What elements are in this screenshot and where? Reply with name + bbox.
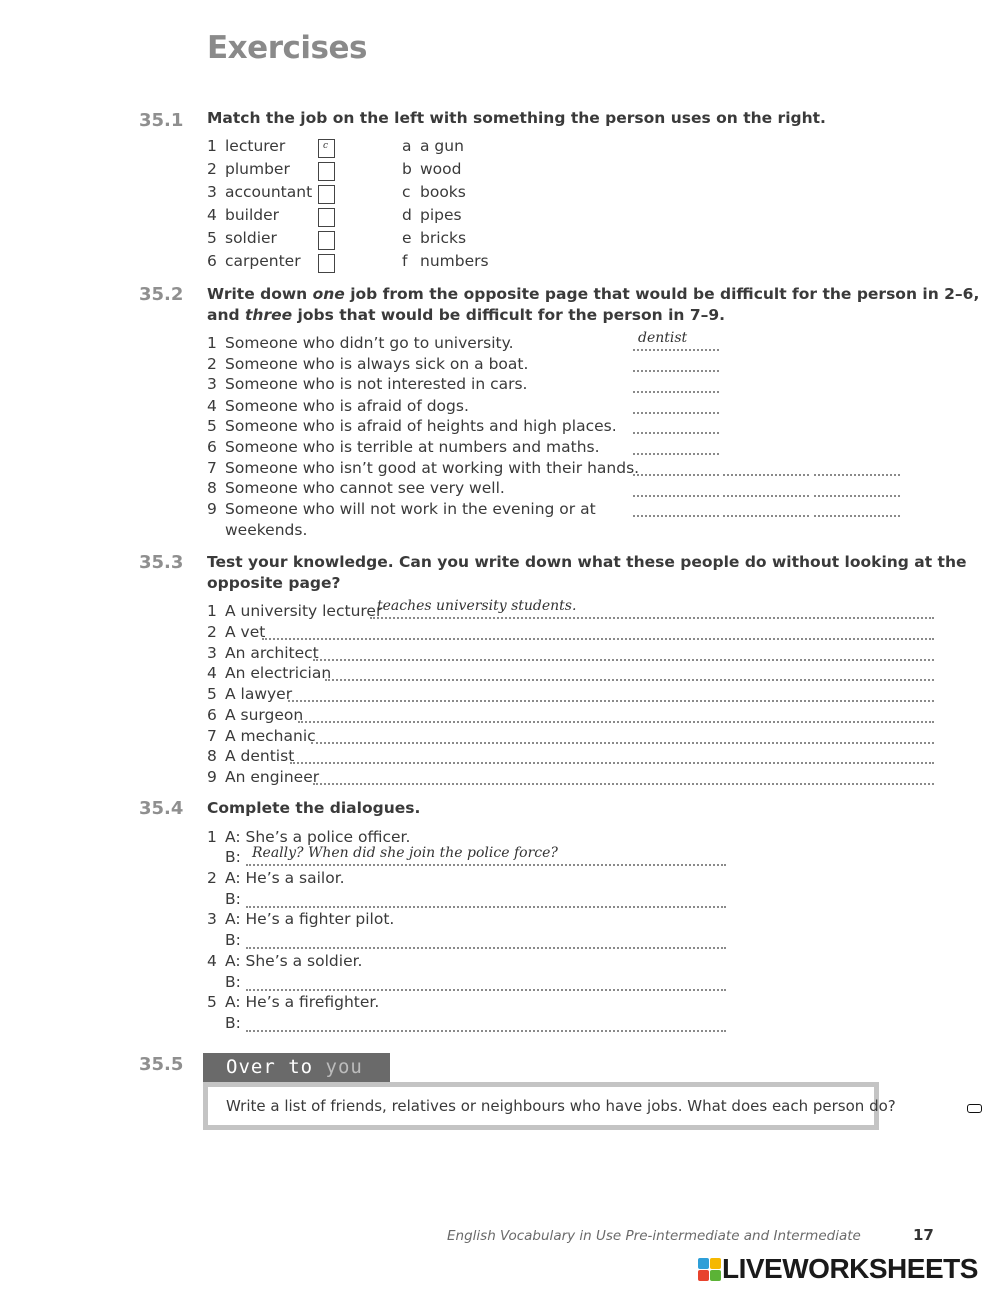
section-number-35-1: 35.1 — [139, 110, 184, 131]
answer-line[interactable] — [814, 474, 900, 476]
section-number-35-2: 35.2 — [139, 284, 184, 305]
list-item: 7 A mechanic — [207, 727, 316, 745]
answer-line[interactable] — [246, 1030, 726, 1032]
answer-line[interactable] — [370, 617, 934, 619]
list-item: c books — [402, 183, 466, 201]
answer-line[interactable] — [311, 742, 934, 744]
answer-line[interactable] — [325, 679, 934, 681]
answer-box[interactable] — [318, 231, 335, 250]
dialogue-line-a: 1 A: She’s a police officer. — [207, 828, 411, 846]
answer-line[interactable] — [246, 989, 726, 991]
dialogue-line-b: B: — [225, 973, 241, 991]
answer-line[interactable] — [298, 721, 934, 723]
over-to-you-label: Over to you — [226, 1056, 363, 1078]
liveworksheets-logo-text: LIVEWORKSHEETS — [722, 1253, 978, 1284]
list-item: 5 A lawyer — [207, 685, 293, 703]
list-item: 2 Someone who is always sick on a boat. — [207, 355, 529, 373]
job-label: accountant — [225, 183, 313, 201]
list-item: 5 Someone who is afraid of heights and high places. — [207, 417, 617, 435]
answer-line[interactable] — [633, 412, 719, 414]
page-number: 17 — [913, 1226, 934, 1244]
answer-line[interactable] — [262, 638, 934, 640]
list-item: 3 Someone who is not interested in cars. — [207, 375, 528, 393]
list-item: 1 A university lecturer — [207, 602, 383, 620]
list-item: f numbers — [402, 252, 489, 270]
section-number-35-3: 35.3 — [139, 552, 184, 573]
answer-line[interactable] — [814, 515, 900, 517]
list-item: 9 Someone who will not work in the evening or at — [207, 500, 596, 518]
list-item: 3 An architect — [207, 644, 319, 662]
answer-line[interactable] — [288, 700, 934, 702]
dialogue-line-a: 4 A: She’s a soldier. — [207, 952, 363, 970]
job-label: plumber — [225, 160, 290, 178]
list-item: 4 Someone who is afraid of dogs. — [207, 397, 469, 415]
answer-line[interactable] — [633, 432, 719, 434]
page-title: Exercises — [207, 30, 367, 66]
over-to-you-text: Write a list of friends, relatives or neighbours who have jobs. What does each person do? — [226, 1097, 896, 1115]
book-title: English Vocabulary in Use Pre-intermediate and Intermediate — [447, 1228, 861, 1244]
answer-line[interactable] — [246, 864, 726, 866]
job-label: soldier — [225, 229, 277, 247]
answer-line[interactable] — [633, 474, 719, 476]
section-35-1-instruction: Match the job on the left with something the person uses on the right. — [207, 109, 826, 127]
list-item: e bricks — [402, 229, 467, 247]
list-item: 6 A surgeon — [207, 706, 304, 724]
answer-line[interactable] — [723, 495, 809, 497]
list-item: 5 soldier — [207, 229, 277, 247]
list-item-continuation: weekends. — [225, 521, 308, 539]
list-item: 3 accountant — [207, 183, 313, 201]
list-item: 8 Someone who cannot see very well. — [207, 479, 505, 497]
answer-line[interactable] — [723, 515, 809, 517]
answer-line[interactable] — [290, 762, 934, 764]
dialogue-line-b: B: — [225, 931, 241, 949]
list-item: 1 lecturer — [207, 137, 286, 155]
answer-line[interactable] — [633, 495, 719, 497]
section-35-2-instruction: Write down one job from the opposite page that would be difficult for the person in 2–6, and three jobs that would be difficult for the person in 7–9. — [207, 285, 980, 324]
answer-line[interactable] — [633, 453, 719, 455]
list-item: a a gun — [402, 137, 464, 155]
answer-box[interactable] — [318, 254, 335, 273]
answer-line[interactable] — [633, 391, 719, 393]
dialogue-line-b: B: — [225, 1014, 241, 1032]
answer-line[interactable] — [313, 783, 934, 785]
handwritten-answer: dentist — [638, 330, 688, 346]
answer-line[interactable] — [313, 659, 934, 661]
dialogue-line-a: 3 A: He’s a fighter pilot. — [207, 910, 395, 928]
job-label: lecturer — [225, 137, 286, 155]
list-item: 7 Someone who isn’t good at working with their hands. — [207, 459, 640, 477]
list-item: 9 An engineer — [207, 768, 320, 786]
list-item: 2 A vet — [207, 623, 266, 641]
dialogue-line-b: B: — [225, 890, 241, 908]
job-label: carpenter — [225, 252, 301, 270]
answer-box[interactable] — [318, 162, 335, 181]
answer-line[interactable] — [246, 947, 726, 949]
answer-line[interactable] — [633, 370, 719, 372]
list-item: 6 carpenter — [207, 252, 301, 270]
answer-line[interactable] — [246, 906, 726, 908]
answer-line[interactable] — [723, 474, 809, 476]
list-item: 1 Someone who didn’t go to university. — [207, 334, 514, 352]
answer-box[interactable] — [318, 208, 335, 227]
list-item: 4 builder — [207, 206, 280, 224]
answer-box[interactable] — [318, 185, 335, 204]
handwritten-answer: teaches university students. — [377, 598, 577, 614]
job-label: builder — [225, 206, 280, 224]
dialogue-line-a: 5 A: He’s a firefighter. — [207, 993, 380, 1011]
dialogue-line-a: 2 A: He’s a sailor. — [207, 869, 345, 887]
list-item: d pipes — [402, 206, 462, 224]
dialogue-line-b: B: — [225, 848, 241, 866]
section-35-3-instruction: Test your knowledge. Can you write down what these people do without looking at the opposite page? — [207, 553, 967, 592]
liveworksheets-logo-icon — [698, 1258, 721, 1281]
toggle-icon[interactable] — [967, 1104, 982, 1113]
list-item: 8 A dentist — [207, 747, 295, 765]
section-number-35-5: 35.5 — [139, 1054, 184, 1075]
list-item: 4 An electrician — [207, 664, 332, 682]
list-item: 6 Someone who is terrible at numbers and maths. — [207, 438, 600, 456]
list-item: b wood — [402, 160, 462, 178]
answer-line[interactable] — [633, 515, 719, 517]
section-35-4-instruction: Complete the dialogues. — [207, 799, 421, 817]
list-item: 2 plumber — [207, 160, 290, 178]
answer-line[interactable] — [814, 495, 900, 497]
section-number-35-4: 35.4 — [139, 798, 184, 819]
answer-line[interactable] — [633, 349, 719, 351]
handwritten-answer: Really? When did she join the police force? — [252, 845, 558, 861]
answer-box[interactable]: c — [318, 139, 335, 158]
